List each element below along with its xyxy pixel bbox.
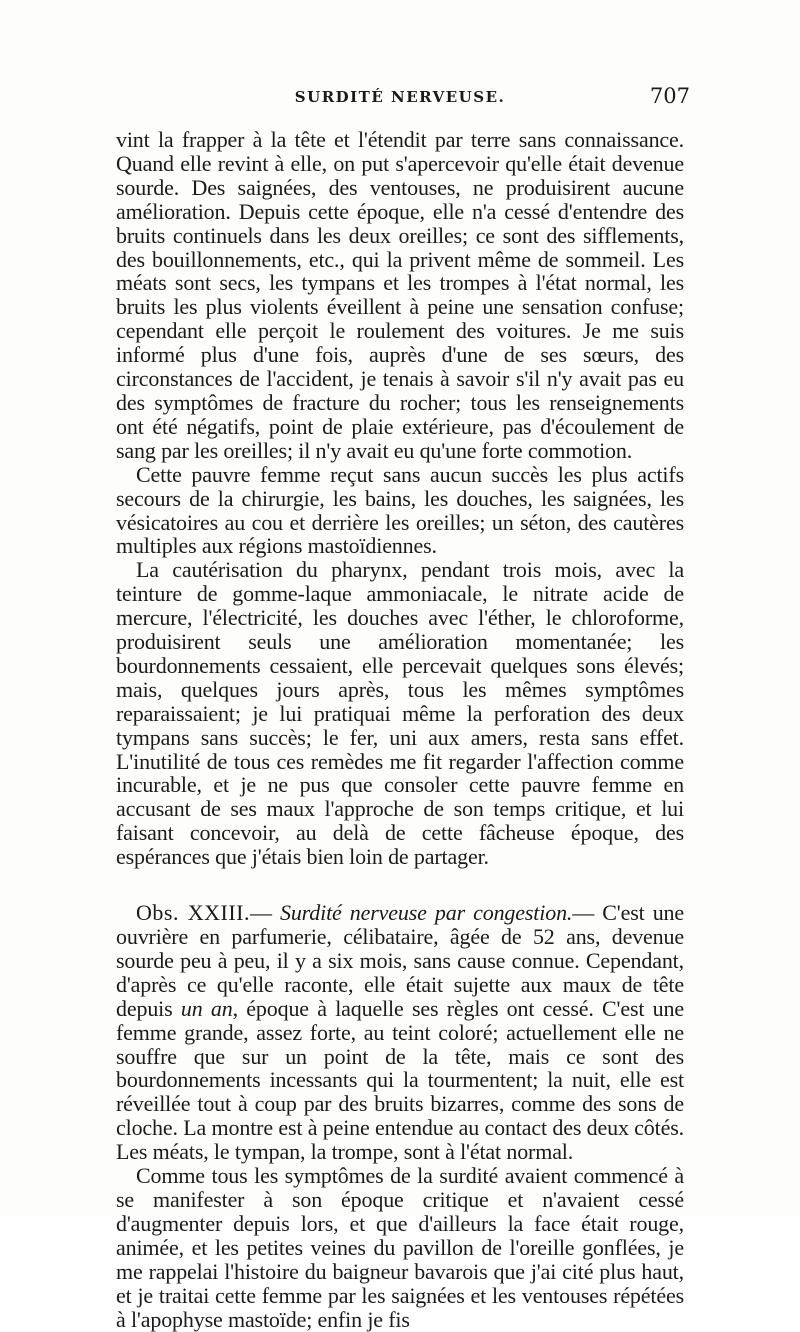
page-number: 707 bbox=[649, 84, 690, 108]
paragraph-continuation: vint la frapper à la tête et l'étendit par terre sans connaissance. Quand elle revint à elle, on put s'apercevoir qu'elle était devenue sourde. Des saignées, des ventouses, ne produisirent aucune amélioration. Depuis cette époque, elle n'a cessé d'entendre des bruits continuels dans les deux oreilles; ce sont des sifflements, des bouillonnements, etc., qui la privent même de sommeil. Les méats sont secs, les tympans et les trompes à l'état normal, les bruits les plus violents éveillent à peine une sensation confuse; cependant elle perçoit le roulement des voitures. Je me suis informé plus d'une fois, auprès d'une de ses sœurs, des circonstances de l'accident, je tenais à savoir s'il n'y avait pas eu des symptômes de fracture du rocher; tous les renseignements ont été négatifs, point de plaie extérieure, pas d'écoulement de sang par les oreilles; il n'y avait eu qu'une forte commotion. bbox=[116, 127, 684, 463]
observation-dash-2: — bbox=[572, 900, 603, 926]
observation-text-part1: C'est une ouvrière en parfumerie, célibataire, âgée de 52 ans, devenue sourde peu à peu, il y a six mois, sans cause connue. Cependant, d'après ce qu'elle raconte, elle était sujette aux maux de tête depuis bbox=[116, 900, 685, 1021]
running-title: SURDITÉ NERVEUSE. bbox=[294, 88, 506, 106]
observation-text-italic: un an bbox=[180, 995, 233, 1021]
observation-text-part2: , époque à laquelle ses règles ont cessé. C'est une femme grande, assez forte, au teint coloré; actuellement elle ne souffre que sur un point de la tête, mais ce sont des bourdonnements incessants qui la tourmentent; la nuit, elle est réveillée tout à coup par des bruits bizarres, comme des sons de cloche. La montre est à peine entendue au contact des deux côtés. Les méats, le tympan, la trompe, sont à l'état normal. bbox=[116, 995, 684, 1165]
body-text bbox=[116, 128, 684, 1331]
observation-title: Surdité nerveuse par congestion. bbox=[279, 900, 573, 926]
paragraph-cauterisation: La cautérisation du pharynx, pendant trois mois, avec la teinture de gomme-laque ammoniacale, le nitrate acide de mercure, l'électricité, les douches avec l'éther, le chloroforme, produisirent seuls une amélioration momentanée; les bourdonnements cessaient, elle percevait quelques sons élevés; mais, quelques jours après, tous les mêmes symptômes reparaissaient; je lui pratiquai même la perforation des deux tympans sans succès; le fer, uni aux amers, resta sans effet. L'inutilité de tous ces remèdes me fit regarder l'affection comme incurable, et je ne pus que consoler cette pauvre femme en accusant de ses maux l'approche de son temps critique, et lui faisant concevoir, au delà de cette fâcheuse époque, des espérances que j'étais bien loin de partager. bbox=[116, 557, 684, 870]
observation-dash: — bbox=[249, 900, 280, 926]
observation-paragraph bbox=[116, 901, 684, 1164]
observation-label: Obs. XXIII. bbox=[136, 900, 250, 926]
paragraph-final: Comme tous les symptômes de la surdité avaient commencé à se manifester à son époque critique et n'avaient cessé d'augmenter depuis lors, et que d'ailleurs la face était rouge, animée, et les petites veines du pavillon de l'oreille gonflées, je me rappelai l'histoire du baigneur bavarois que j'ai cité plus haut, et je traitai cette femme par les saignées et les ventouses répétées à l'apophyse mastoïde; enfin je fis bbox=[116, 1163, 684, 1332]
running-head bbox=[110, 84, 690, 118]
paragraph-treatment: Cette pauvre femme reçut sans aucun succès les plus actifs secours de la chirurgie, les bains, les douches, les saignées, les vésicatoires au cou et derrière les oreilles; un séton, des cautères multiples aux régions mastoïdiennes. bbox=[116, 461, 684, 559]
